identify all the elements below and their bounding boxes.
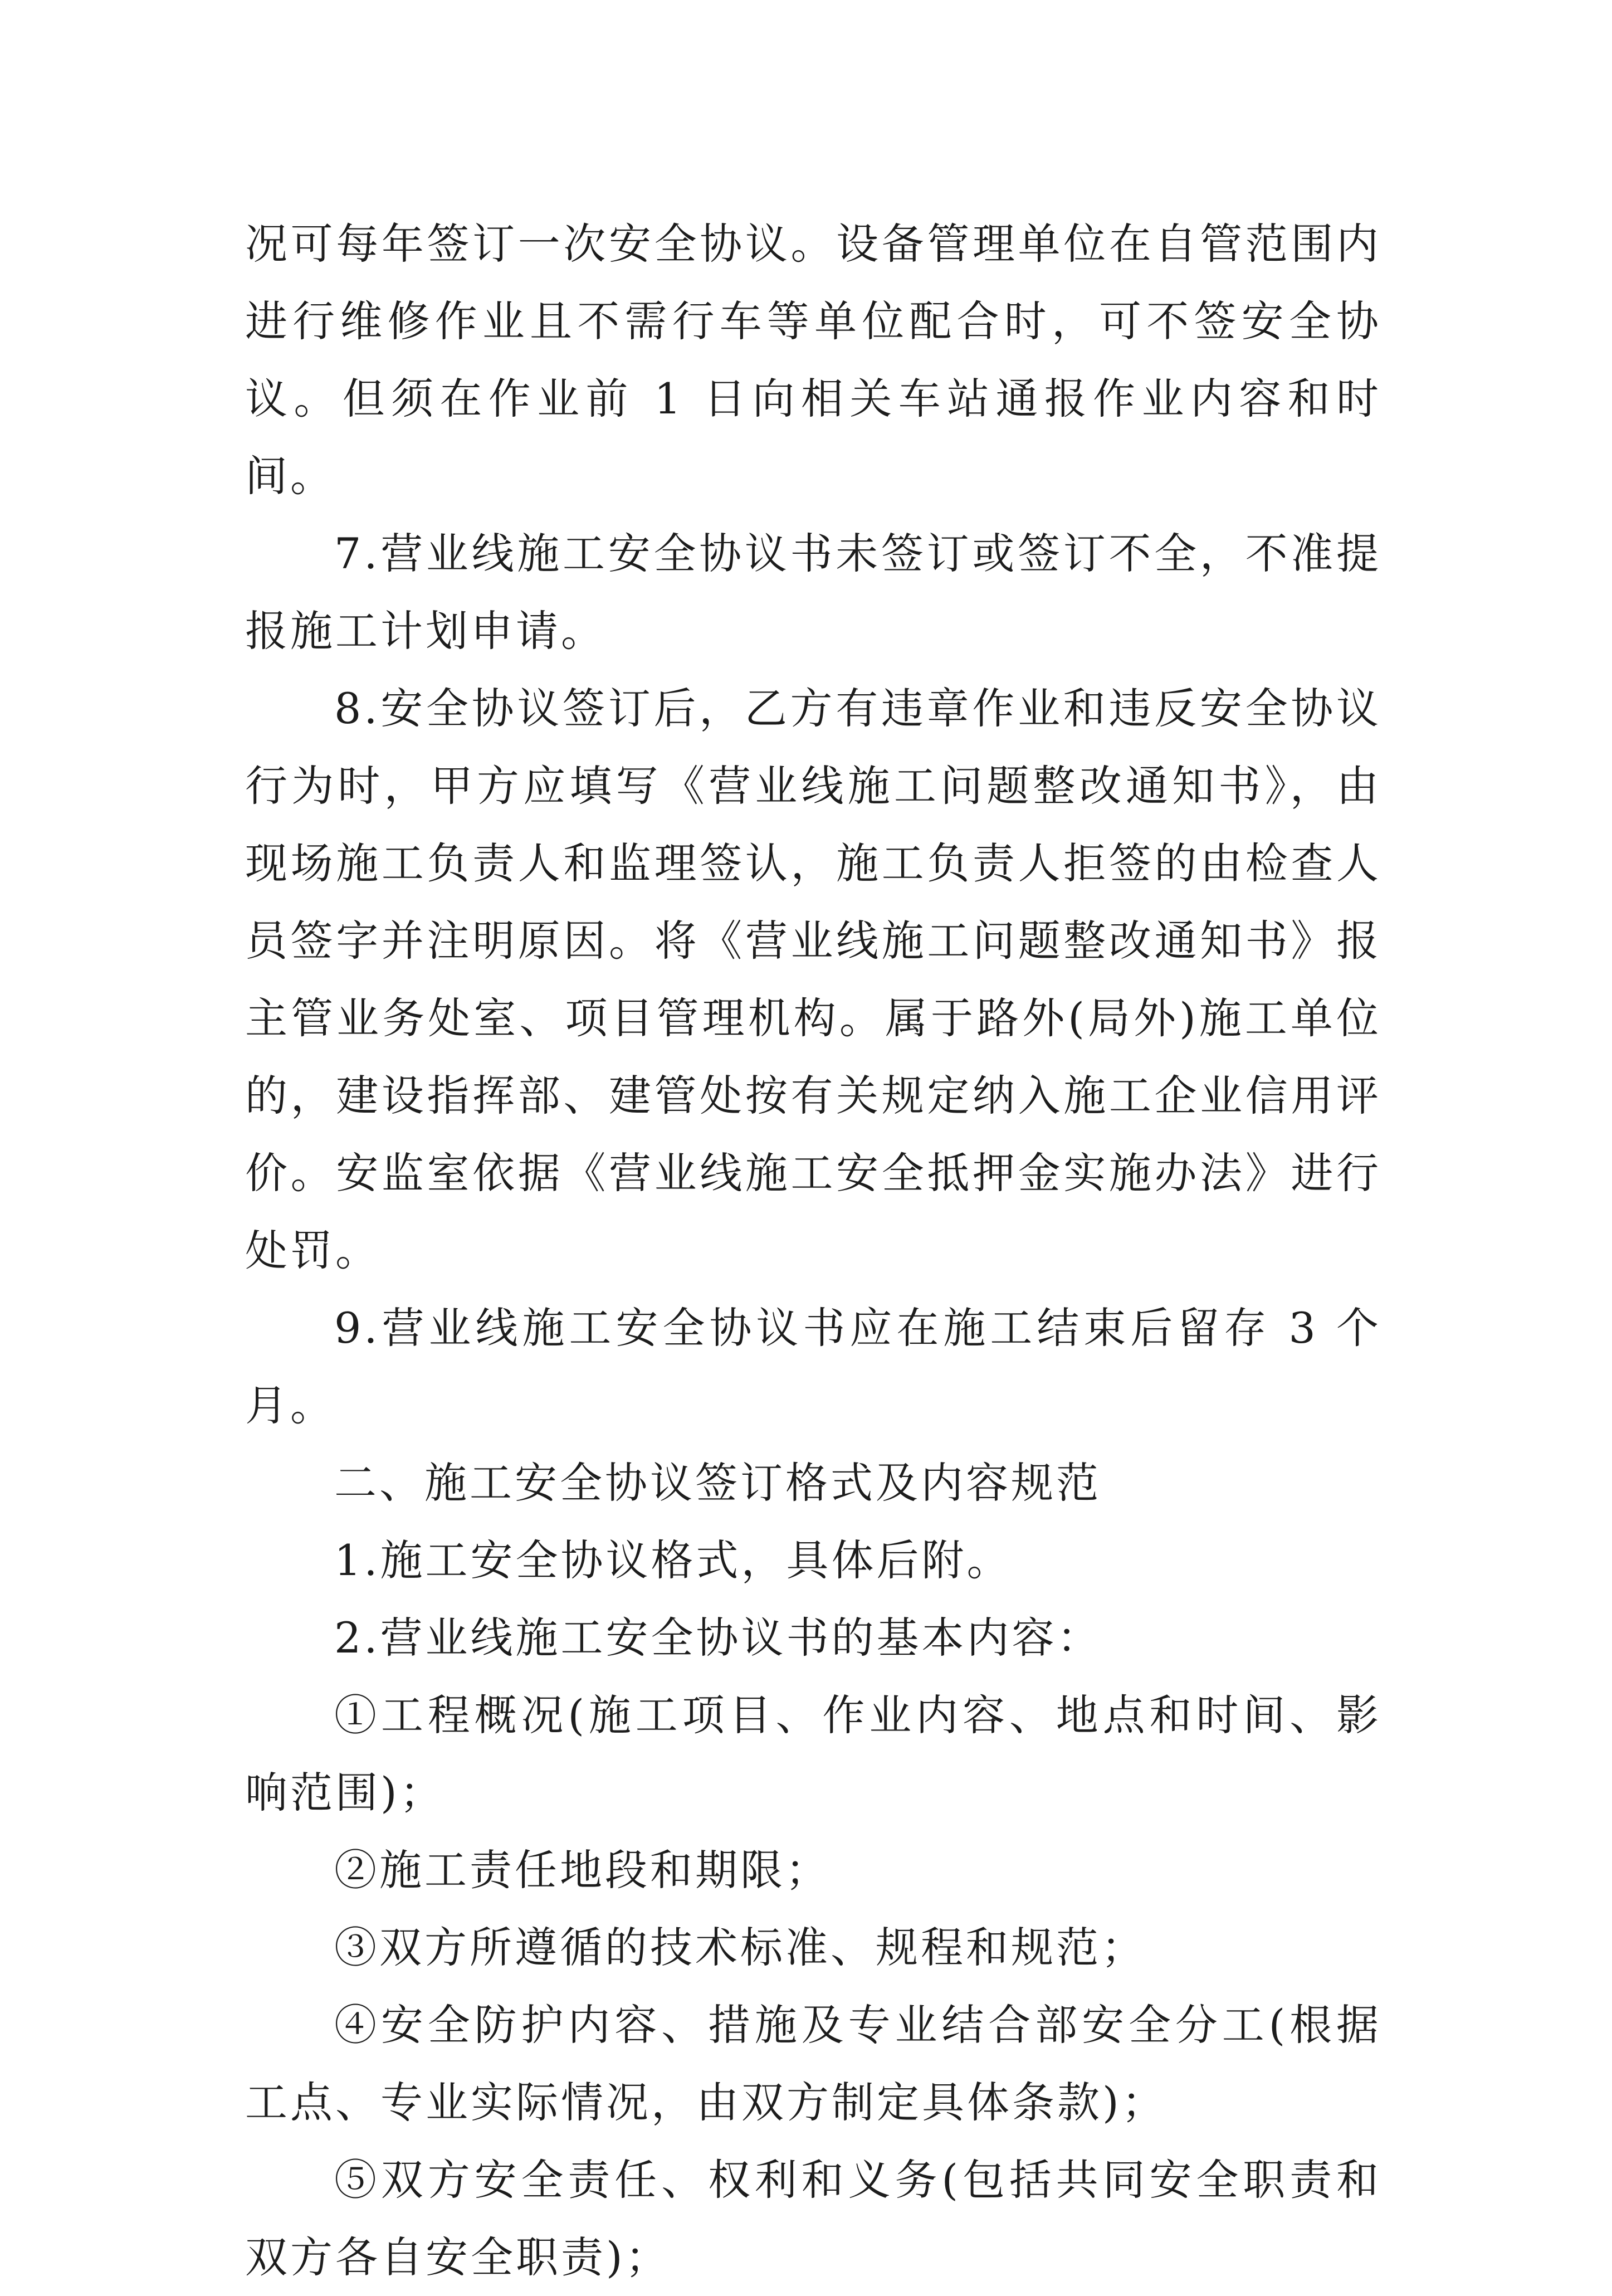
paragraph-item-9: 9.营业线施工安全协议书应在施工结束后留存 3 个月。 bbox=[245, 1303, 1381, 1430]
section-heading-2: 二、施工安全协议签订格式及内容规范 bbox=[334, 1458, 1101, 1508]
paragraph-basic-content: 2.营业线施工安全协议书的基本内容： bbox=[334, 1613, 1102, 1663]
list-item-2: ②施工责任地段和期限； bbox=[334, 1845, 831, 1895]
paragraph-continuation: 况可每年签订一次安全协议。设备管理单位在自管范围内进行维修作业且不需行车等单位配合时，可不签安全协议。但须在作业前 1 日向相关车站通报作业内容和时间。 bbox=[245, 219, 1381, 501]
list-item-4: ④安全防护内容、措施及专业结合部安全分工(根据工点、专业实际情况，由双方制定具体条款)； bbox=[245, 2000, 1381, 2127]
list-item-1: ①工程概况(施工项目、作业内容、地点和时间、影响范围)； bbox=[245, 1690, 1381, 1817]
list-item-5: ⑤双方安全责任、权利和义务(包括共同安全职责和双方各自安全职责)； bbox=[245, 2155, 1381, 2282]
paragraph-item-7: 7.营业线施工安全协议书未签订或签订不全，不准提报施工计划申请。 bbox=[245, 529, 1381, 656]
document-body bbox=[245, 205, 1381, 2296]
paragraph-format: 1.施工安全协议格式，具体后附。 bbox=[334, 1535, 1012, 1585]
paragraph-item-8: 8.安全协议签订后，乙方有违章作业和违反安全协议行为时，甲方应填写《营业线施工问题整改通知书》，由现场施工负责人和监理签认，施工负责人拒签的由检查人员签字并注明原因。将《营业线施工问题整改通知书》报主管业务处室、项目管理机构。属于路外(局外)施工单位的，建设指挥部、建管处按有关规定纳入施工企业信用评价。安监室依据《营业线施工安全抵押金实施办法》进行处罚。 bbox=[245, 684, 1381, 1275]
list-item-3: ③双方所遵循的技术标准、规程和规范； bbox=[334, 1923, 1146, 1972]
